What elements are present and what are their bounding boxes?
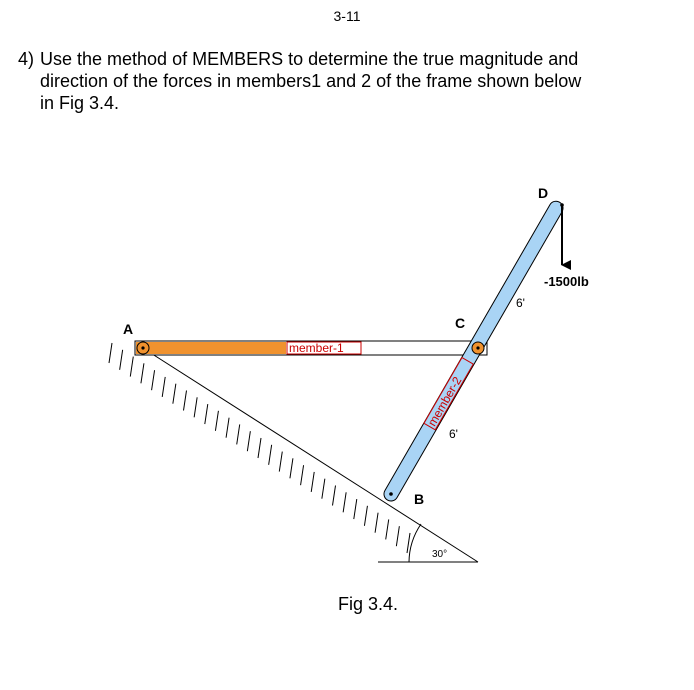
problem-line-3: in Fig 3.4.: [40, 93, 120, 113]
hatch-mark: [386, 519, 389, 539]
hatch-mark: [152, 370, 155, 390]
figure-caption: Fig 3.4.: [338, 594, 399, 614]
hatch-mark: [162, 377, 165, 397]
point-c-label: C: [455, 315, 466, 331]
hatch-mark: [120, 350, 123, 370]
hatch-mark: [130, 357, 133, 377]
hatch-mark: [301, 465, 304, 485]
hatch-mark: [141, 363, 144, 383]
hatch-mark: [364, 506, 367, 526]
load-label: -1500lb: [544, 274, 589, 289]
pin-b: [389, 492, 393, 496]
member-2-label: member-2: [424, 374, 465, 429]
hatch-mark: [407, 533, 410, 553]
member-1-orange-section: [136, 342, 286, 354]
hatch-mark: [258, 438, 261, 458]
problem-line-2: direction of the forces in members1 and 2 of the frame shown below: [40, 71, 582, 91]
problem-number: 4): [18, 49, 35, 69]
hatch-mark: [354, 499, 357, 519]
hatch-mark: [279, 452, 282, 472]
hatch-mark: [226, 418, 229, 438]
hatch-mark: [343, 492, 346, 512]
hatch-mark: [322, 479, 325, 499]
point-d-label: D: [538, 185, 549, 201]
hatch-mark: [311, 472, 314, 492]
member-1-label: member-1: [289, 341, 344, 355]
point-a-label: A: [123, 321, 134, 337]
dimension-bc-label: 6': [449, 427, 458, 441]
hatch-mark: [290, 458, 293, 478]
page-number: 3-11: [333, 8, 361, 24]
hatch-mark: [173, 384, 176, 404]
ground-hatching: [109, 343, 410, 553]
dimension-cd-label: 6': [516, 296, 525, 310]
pin-a: [141, 346, 144, 349]
pin-c: [476, 346, 479, 349]
hatch-mark: [396, 526, 399, 546]
hatch-mark: [269, 445, 272, 465]
angle-label: 30°: [432, 549, 448, 560]
point-b-label: B: [414, 491, 425, 507]
hatch-mark: [247, 431, 250, 451]
angle-arc: [409, 524, 421, 562]
problem-line-1: Use the method of MEMBERS to determine the true magnitude and: [40, 49, 579, 69]
inclined-ground-line: [135, 343, 478, 562]
hatch-mark: [375, 513, 378, 533]
hatch-mark: [194, 397, 197, 417]
hatch-mark: [333, 486, 336, 506]
hatch-mark: [109, 343, 112, 363]
hatch-mark: [237, 424, 240, 444]
hatch-mark: [215, 411, 218, 431]
hatch-mark: [205, 404, 208, 424]
hatch-mark: [184, 391, 187, 411]
